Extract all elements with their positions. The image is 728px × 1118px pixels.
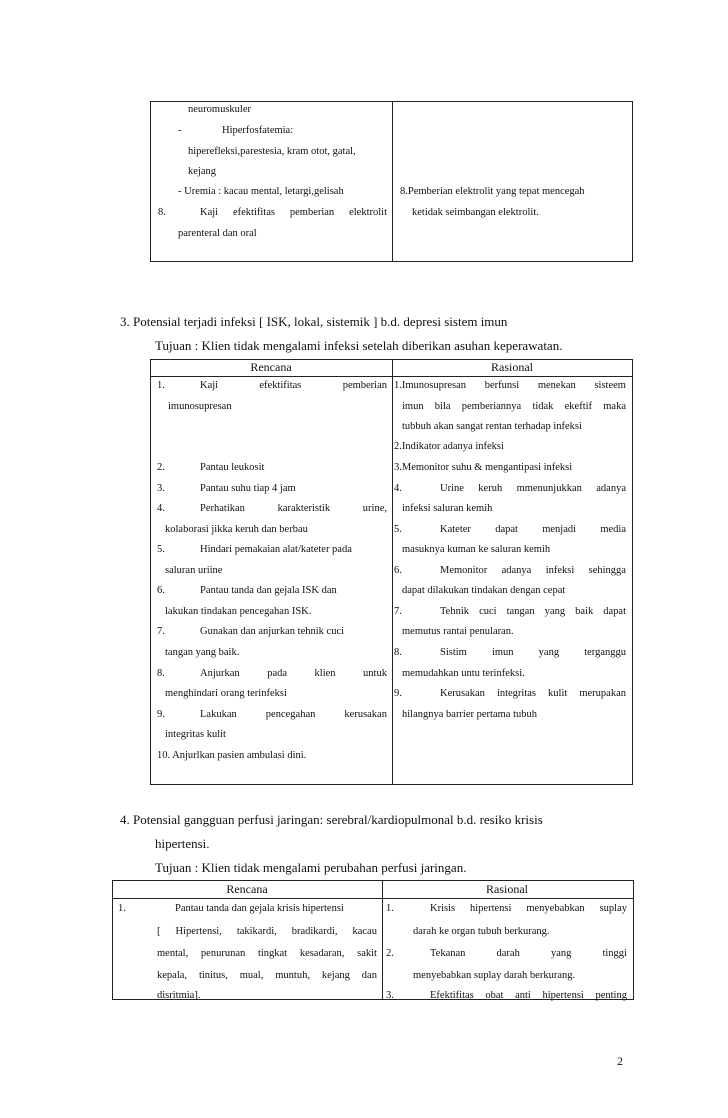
- rencana-number: 5.: [157, 544, 165, 555]
- word: tingkat: [257, 948, 288, 959]
- rencana-item: [200, 380, 387, 392]
- rencana-item-cont: lakukan tindakan pencegahan ISK.: [165, 606, 312, 617]
- word: pemberian: [289, 207, 335, 218]
- rencana-item-cont: menghindari orang terinfeksi: [165, 688, 287, 699]
- word: pemberiannya: [461, 401, 522, 412]
- rasional-number: 1.: [386, 903, 394, 914]
- section-3-title: 3. Potensial terjadi infeksi [ ISK, lokal, sistemik ] b.d. depresi sistem imun: [120, 314, 508, 329]
- word: suplay: [599, 903, 627, 914]
- word: tinitus,: [198, 970, 228, 981]
- word: menyebabkan: [526, 903, 585, 914]
- word: Krisis: [430, 903, 456, 914]
- word: Urine: [440, 483, 464, 494]
- word: integritas: [496, 688, 537, 699]
- word: menjadi: [542, 524, 577, 535]
- table-2-header-rule: [151, 376, 632, 377]
- section-4-title: 4. Potensial gangguan perfusi jaringan: serebral/kardiopulmonal b.d. resiko krisis: [120, 812, 543, 827]
- word: yang: [538, 647, 560, 658]
- word: kulit: [548, 688, 568, 699]
- table-1-left-line: [200, 207, 387, 219]
- rencana-item: Pantau tanda dan gejala ISK dan: [200, 585, 337, 596]
- word: adanya: [501, 565, 532, 576]
- word: kepala,: [157, 970, 188, 981]
- rencana-number: 7.: [157, 626, 165, 637]
- rencana-item: [200, 709, 387, 721]
- word: Tehnik: [440, 606, 470, 617]
- table-1-left-line: - Uremia : kacau mental, letargi,gelisah: [178, 186, 344, 197]
- word: Tekanan: [430, 948, 466, 959]
- rasional-line: 3.Memonitor suhu & mengantipasi infeksi: [394, 462, 573, 473]
- rasional-line: darah ke organ tubuh berkurang.: [413, 926, 550, 937]
- word: 1.Imunosupresan: [394, 380, 467, 391]
- rasional-line: [440, 524, 626, 536]
- word: Lakukan: [200, 709, 237, 720]
- table-1-left-line: -: [178, 125, 182, 136]
- table-1-left-line: 8.: [158, 207, 166, 218]
- word: ekeftif: [564, 401, 593, 412]
- word: Perhatikan: [200, 503, 245, 514]
- table-3: [112, 880, 634, 1000]
- rasional-line: [440, 688, 626, 700]
- section-4-goal: Tujuan : Klien tidak mengalami perubahan perfusi jaringan.: [155, 860, 467, 875]
- rencana-item: [200, 668, 387, 680]
- word: pemberian: [342, 380, 387, 391]
- table-2-header-rencana: Rencana: [250, 360, 292, 374]
- rasional-number: 5.: [394, 524, 402, 535]
- word: Efektifitas: [430, 990, 474, 1001]
- rencana-item-cont: kolaborasi jikka keruh dan berbau: [165, 524, 308, 535]
- word: Kateter: [440, 524, 471, 535]
- word: efektifitas: [232, 207, 275, 218]
- word: Kaji: [200, 380, 219, 391]
- rencana-line: [157, 948, 377, 960]
- word: tinggi: [602, 948, 627, 959]
- word: efektifitas: [259, 380, 302, 391]
- word: mental,: [157, 948, 189, 959]
- word: terganggu: [584, 647, 626, 658]
- word: klien: [314, 668, 336, 679]
- rasional-line: [430, 990, 627, 1002]
- rasional-number: 9.: [394, 688, 402, 699]
- table-1-left-line: neuromuskuler: [188, 104, 251, 115]
- table-1-left-line: parenteral dan oral: [178, 228, 257, 239]
- page-number: 2: [617, 1054, 623, 1068]
- table-3-header-rule: [113, 898, 633, 899]
- word: bradikardi,: [291, 926, 338, 937]
- word: tangan: [506, 606, 535, 617]
- word: infeksi: [545, 565, 575, 576]
- table-1-divider: [392, 102, 393, 261]
- table-3-header-rasional: Rasional: [486, 882, 528, 896]
- table-1-left-line: kejang: [188, 166, 216, 177]
- rencana-item: Hindari pemakaian alat/kateter pada: [200, 544, 352, 555]
- word: sisteem: [594, 380, 626, 391]
- table-1-right-line: 8.Pemberian elektrolit yang tepat mencegah: [400, 186, 585, 197]
- word: dan: [361, 970, 377, 981]
- word: yang: [544, 606, 566, 617]
- rencana-number: 6.: [157, 585, 165, 596]
- rencana-item-cont: tangan yang baik.: [165, 647, 240, 658]
- rencana-number: 1.: [157, 380, 165, 391]
- rencana-number: 8.: [157, 668, 165, 679]
- word: elektrolit: [349, 207, 387, 218]
- word: obat: [485, 990, 504, 1001]
- table-1-right-line: ketidak seimbangan elektrolit.: [412, 207, 539, 218]
- word: tidak: [532, 401, 554, 412]
- rencana-number: 4.: [157, 503, 165, 514]
- word: yang: [550, 948, 572, 959]
- word: Kerusakan: [440, 688, 485, 699]
- rencana-line: Pantau tanda dan gejala krisis hipertensi: [175, 903, 344, 914]
- section-3-goal: Tujuan : Klien tidak mengalami infeksi setelah diberikan asuhan keperawatan.: [155, 338, 563, 353]
- rencana-item: Pantau suhu tiap 4 jam: [200, 483, 296, 494]
- word: kesadaran,: [299, 948, 345, 959]
- table-2-divider: [392, 360, 393, 784]
- word: anti: [515, 990, 531, 1001]
- word: sehingga: [588, 565, 626, 576]
- rencana-item: 10. Anjurlkan pasien ambulasi dini.: [157, 750, 307, 761]
- word: imun: [402, 401, 424, 412]
- rasional-line: menyebabkan suplay darah berkurang.: [413, 970, 576, 981]
- rasional-number: 3.: [386, 990, 394, 1001]
- word: Sistim: [440, 647, 467, 658]
- rasional-line: memudahkan untu terinfeksi.: [402, 668, 525, 679]
- rasional-line: [394, 380, 626, 392]
- word: untuk: [363, 668, 387, 679]
- rencana-line: [157, 926, 377, 938]
- rasional-number: 7.: [394, 606, 402, 617]
- rencana-item: Pantau leukosit: [200, 462, 265, 473]
- rencana-item-cont: integritas kulit: [165, 729, 226, 740]
- table-1-left-line: Hiperfosfatemia:: [222, 125, 294, 136]
- word: berfunsi: [484, 380, 520, 391]
- word: adanya: [596, 483, 626, 494]
- word: Anjurkan: [200, 668, 240, 679]
- rasional-line: masuknya kuman ke saluran kemih: [402, 544, 551, 555]
- rencana-item-cont: saluran uriine: [165, 565, 223, 576]
- word: maka: [603, 401, 626, 412]
- rasional-line: [440, 565, 626, 577]
- word: urine,: [362, 503, 387, 514]
- table-2-header-rasional: Rasional: [491, 360, 533, 374]
- rencana-number: 9.: [157, 709, 165, 720]
- word: karakteristik: [277, 503, 331, 514]
- word: Kaji: [200, 207, 219, 218]
- word: menekan: [537, 380, 576, 391]
- word: hipertensi: [542, 990, 584, 1001]
- word: muntuh,: [275, 970, 310, 981]
- word: kejang: [321, 970, 350, 981]
- word: sakit: [357, 948, 377, 959]
- word: Memonitor: [440, 565, 488, 576]
- word: bila: [434, 401, 451, 412]
- word: kerusakan: [344, 709, 387, 720]
- rasional-line: dapat dilakukan tindakan dengan cepat: [402, 585, 566, 596]
- word: cuci: [479, 606, 497, 617]
- word: merupakan: [579, 688, 626, 699]
- rasional-line: [440, 606, 626, 618]
- word: Hipertensi,: [175, 926, 222, 937]
- word: darah: [496, 948, 520, 959]
- rasional-line: [430, 903, 627, 915]
- rencana-number: 3.: [157, 483, 165, 494]
- rasional-line: tubbuh akan sangat rentan terhadap infeksi: [402, 421, 582, 432]
- rencana-number: 1.: [118, 903, 126, 914]
- word: baik: [575, 606, 594, 617]
- table-3-header-rencana: Rencana: [226, 882, 268, 896]
- word: pencegahan: [265, 709, 316, 720]
- rasional-line: 2.Indikator adanya infeksi: [394, 441, 504, 452]
- table-1-left-line: hiperefleksi,parestesia, kram otot, gatal,: [188, 146, 356, 157]
- word: imun: [491, 647, 514, 658]
- rasional-number: 4.: [394, 483, 402, 494]
- rencana-item-cont: imunosupresan: [168, 401, 232, 412]
- rasional-number: 2.: [386, 948, 394, 959]
- rasional-line: infeksi saluran kemih: [402, 503, 493, 514]
- word: takikardi,: [236, 926, 277, 937]
- word: media: [600, 524, 626, 535]
- rasional-number: 6.: [394, 565, 402, 576]
- section-4-title-cont: hipertensi.: [155, 836, 210, 851]
- rencana-item: [200, 503, 387, 515]
- word: mual,: [239, 970, 264, 981]
- rasional-line: [402, 401, 626, 413]
- rasional-line: [430, 948, 627, 960]
- word: penting: [595, 990, 627, 1001]
- rasional-line: [440, 483, 626, 495]
- word: dapat: [495, 524, 518, 535]
- rasional-line: [440, 647, 626, 659]
- rencana-number: 2.: [157, 462, 165, 473]
- word: [: [157, 926, 161, 937]
- word: pada: [267, 668, 288, 679]
- rencana-item: Gunakan dan anjurkan tehnik cuci: [200, 626, 345, 637]
- word: mmenunjukkan: [516, 483, 582, 494]
- word: dapat: [603, 606, 626, 617]
- word: keruh: [478, 483, 503, 494]
- rencana-line: disritmia].: [157, 990, 201, 1001]
- rasional-line: hilangnya barrier pertama tubuh: [402, 709, 537, 720]
- rasional-number: 8.: [394, 647, 402, 658]
- word: penurunan: [200, 948, 246, 959]
- word: kacau: [352, 926, 377, 937]
- rencana-line: [157, 970, 377, 982]
- rasional-line: memutus rantai penularan.: [402, 626, 514, 637]
- word: hipertensi: [470, 903, 512, 914]
